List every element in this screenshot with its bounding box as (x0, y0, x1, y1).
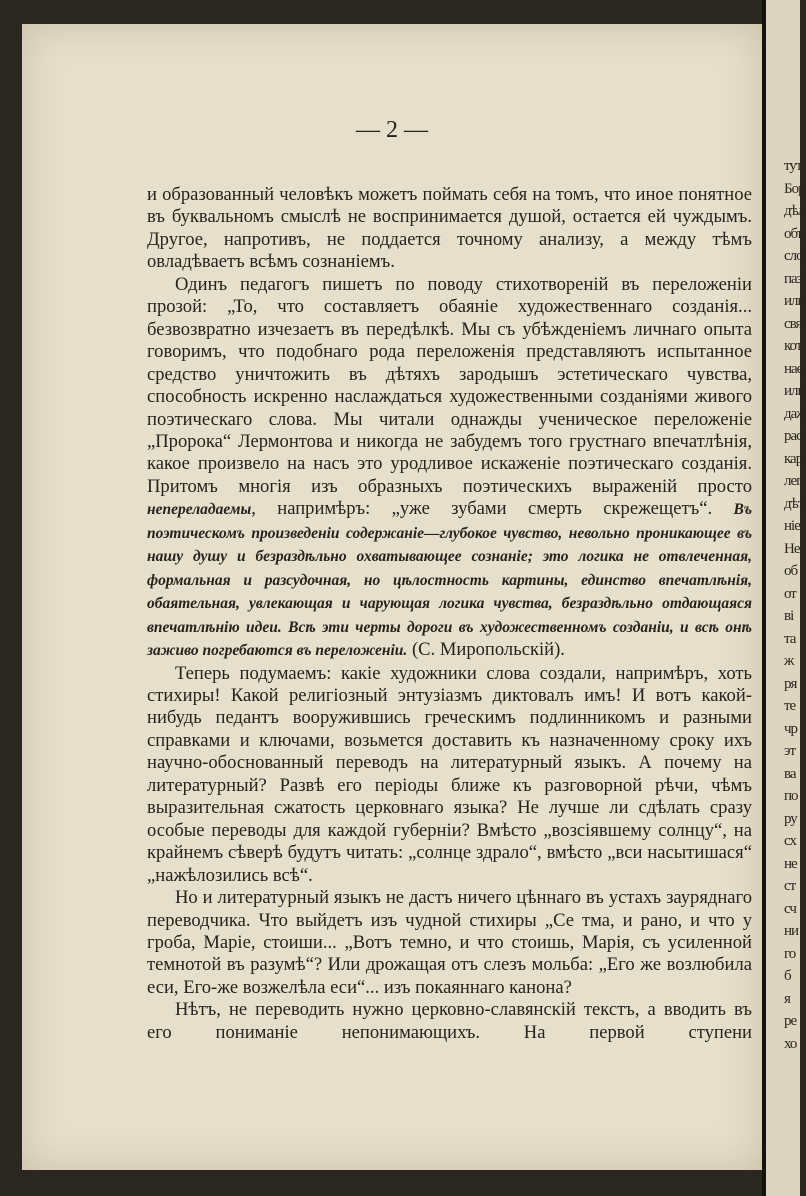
adjacent-page-fragment: ру (784, 810, 797, 827)
adjacent-page-fragment: те (784, 698, 796, 714)
adjacent-page-fragment: ж (784, 653, 794, 669)
adjacent-page-fragment: Не (784, 540, 800, 557)
adjacent-page-fragment: чр (784, 720, 798, 737)
adjacent-page-fragment: даж (784, 405, 806, 422)
adjacent-page-fragment: от (784, 585, 796, 602)
adjacent-page-fragment: Бор (784, 180, 805, 197)
adjacent-page-fragment: паз (784, 270, 802, 287)
adjacent-page-fragment: или (784, 383, 805, 399)
adjacent-page-fragment: по (784, 788, 798, 804)
adjacent-page-fragment: об (784, 563, 798, 579)
paragraph (147, 999, 752, 1044)
adjacent-page-fragment: эт (784, 743, 795, 759)
adjacent-page-fragment: я (784, 990, 790, 1007)
adjacent-page-fragment: дѣл (784, 203, 805, 219)
emphasized-text: непереладаемы (147, 501, 252, 519)
adjacent-page-fragment: рас (784, 428, 802, 444)
adjacent-page-fragment: ре (784, 1013, 797, 1029)
adjacent-page-fragment: сх (784, 833, 796, 849)
adjacent-page-fragment: сло (784, 248, 803, 264)
text-run: (С. Миропольскій). (407, 639, 565, 661)
adjacent-page-fragment: не (784, 855, 797, 872)
adjacent-page-fragment: ніе (784, 518, 800, 534)
text-run: и образованный человѣкъ можетъ поймать себя на томъ, что иное понятное въ буквальномъ смыслѣ не воспринимается душой, остается ей чуждымъ. Другое, напротивъ, не поддается точному анализу, а между тѣмъ овладѣваетъ всѣмъ сознаніемъ. (147, 184, 752, 273)
adjacent-page-fragment: ва (784, 765, 796, 782)
body-text (147, 184, 752, 1044)
text-run: Теперь подумаемъ: какіе художники слова создали, напримѣръ, хоть стихиры! Какой религіозный энтузіазмъ диктовалъ имъ! И вотъ какой-нибудь педантъ вооружившись греческимъ подлинникомъ и разными справками и ключами, возьмется доставить къ назначенному сроку ихъ научно-обоснованный переводъ на литературный языкъ. А почему на литературный? Развѣ его періоды ближе къ разговорной рѣчи, чѣмъ выразительная сжатость церковнаго языка? Не лучше ли сдѣлать сразу особые переводы для каждой губерніи? Вмѣсто „возсіявшему солнцу“, на крайнемъ сѣверѣ будутъ читать: „солнце здрало“, вмѣсто „вси насытишася“ „нажѣлозились всѣ“. (147, 662, 752, 886)
adjacent-page-edge (766, 0, 806, 1196)
paragraph (147, 663, 752, 888)
adjacent-page-fragment: б (784, 968, 791, 984)
paragraph (147, 184, 752, 274)
adjacent-page-fragment: тут (784, 158, 802, 174)
adjacent-page-fragment: объ (784, 225, 804, 242)
paragraph (147, 274, 752, 663)
text-run: Но и литературный языкъ не дастъ ничего цѣннаго въ устахъ зауряднаго переводчика. Что выйдетъ изъ чудной стихиры „Се тма, и рано, и что у гроба, Маріе, стоиши... „Вотъ темно, и что стоишь, Марія, съ усиленной темнотой въ разумѣ“? Или дрожащая отъ слезъ мольба: „Его же возлюбила еси, Его-же возжелѣла еси“... изъ покаяннаго канона? (147, 887, 752, 998)
text-run: Одинъ педагогъ пишетъ по поводу стихотвореній въ переложеніи прозой: „То, что составляетъ обаяніе художественнаго созданія... безвозвратно изчезаетъ въ передѣлкѣ. Мы съ убѣжденіемъ личнаго опыта говоримъ, что подобнаго рода переложенія представляютъ испытанное средство уничтожить въ дѣтяхъ зародышъ эстетическаго чувства, способность искренно наслаждаться художественными созданіями живого поэтическаго слова. Мы читали однажды ученическое переложеніе „Пророка“ Лермонтова и никогда не забудемъ того грустнаго впечатлѣнія, какое произвело на насъ это уродливое искаженіе поэтическаго созданія. Притомъ многія изъ образныхъ поэтическихъ выраженій просто (147, 273, 752, 497)
adjacent-page-fragment: связ (784, 315, 806, 332)
adjacent-page-fragment: сч (784, 900, 796, 917)
adjacent-page-fragment: ві (784, 608, 794, 624)
adjacent-page-fragment: ни (784, 923, 799, 939)
adjacent-page-fragment: та (784, 630, 796, 647)
book-page (22, 24, 762, 1170)
adjacent-page-fragment: кар (784, 450, 803, 467)
adjacent-page-fragment: ря (784, 675, 797, 692)
adjacent-page-fragment: хо (784, 1035, 797, 1052)
paragraph (147, 887, 752, 999)
text-run: , напримѣръ: „уже зубами смерть скрежещетъ“. (251, 498, 734, 520)
page-number: — 2 — (356, 117, 428, 143)
adjacent-page-fragment: кот (784, 338, 802, 354)
emphasized-text: Въ поэтическомъ произведеніи содержаніе—глубокое чувство, невольно проникающее въ нашу душу и безраздѣльно охватывающее сознаніе; это логика не отвлеченная, формальная и разсудочная, но цѣлостность картины, единство впечатлѣнія, обаятельная, увлекающая и чарующая логика чувства, безраздѣльно отдающаяся впечатлѣнію идеи. Всѣ эти черты дороги въ художественномъ созданіи, и всѣ онѣ заживо погребаются въ переложеніи. (147, 501, 752, 660)
adjacent-page-fragment: или (784, 293, 805, 309)
adjacent-page-fragment: лег (784, 473, 802, 489)
adjacent-page-fragment: дѣт (784, 495, 804, 512)
adjacent-page-fragment: ст (784, 878, 796, 894)
adjacent-page-fragment: нае (784, 360, 803, 377)
text-run: Нѣтъ, не переводить нужно церковно-славянскій текстъ, а вводить въ его пониманіе непонимающихъ. На первой ступени (147, 999, 752, 1043)
adjacent-page-fragment: го (784, 945, 796, 962)
